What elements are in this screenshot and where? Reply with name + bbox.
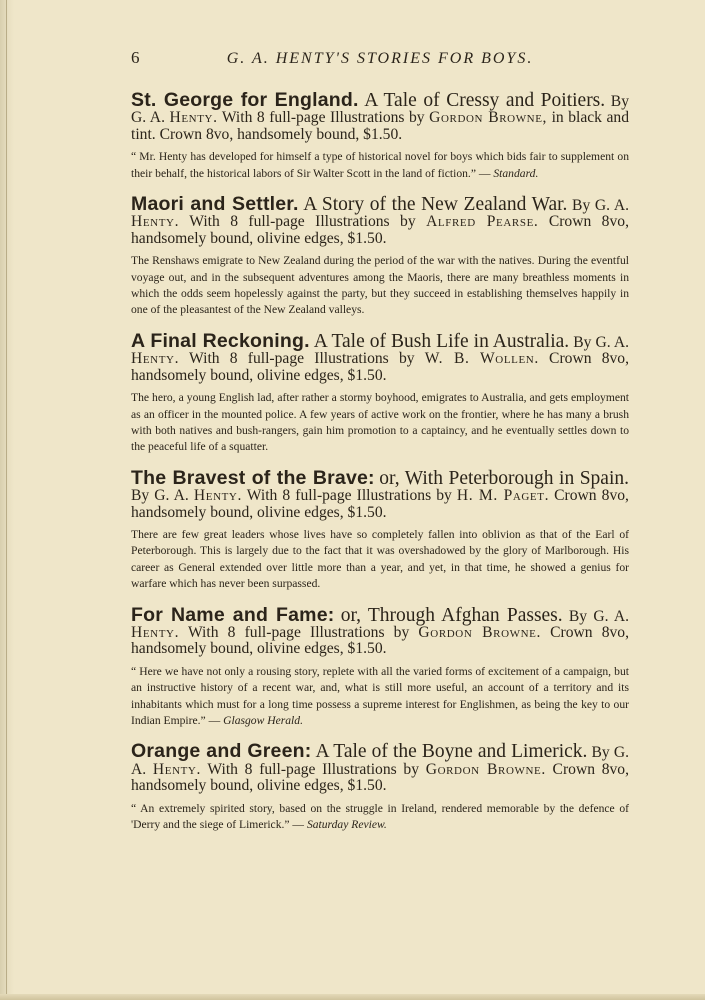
entry-heading — [131, 329, 629, 384]
illustrations-text: With 8 full-page Illustrations by — [207, 760, 419, 778]
illustrator-name: Gordon Browne. — [418, 623, 541, 641]
blurb-attribution: Saturday Review. — [306, 818, 387, 832]
illustrations-text: With 8 full-page Illustrations by — [187, 623, 410, 641]
by-text: By G. A. — [573, 333, 629, 351]
blurb-text: The hero, a young English lad, after rather a stormy boyhood, emigrates to Australia, and gets employment as an officer in the mounted police. A few years of active work on the frontier, where he has many a brush with both natives and bush-rangers, gain him promotion to a captaincy, and he eventually settles down to the peaceful life of a squatter. — [131, 391, 629, 454]
binding-rule — [6, 0, 7, 1000]
entry-blurb — [131, 664, 629, 730]
binding-details: Crown 8vo, handsomely bound, olivine edges, $1.50. — [131, 760, 629, 795]
book-subtitle: or, With Peterborough in Spain. — [379, 467, 629, 489]
binding-details: in black and tint. Crown 8vo, handsomely bound, $1.50. — [131, 109, 629, 143]
page-bottom-edge — [0, 994, 705, 1000]
entry-blurb — [131, 149, 629, 182]
book-title: For Name and Fame: — [131, 603, 335, 626]
illustrations-text: With 8 full-page Illustrations by — [189, 350, 415, 368]
entry-blurb — [131, 527, 629, 593]
blurb-attribution: Glasgow Herald. — [223, 714, 303, 727]
entry-blurb — [131, 801, 629, 834]
author-name: Henty. — [131, 623, 180, 641]
author-name: Henty. — [169, 109, 218, 127]
catalog-page — [131, 48, 629, 833]
author-name: Henty. — [193, 487, 242, 505]
book-entry — [131, 329, 629, 456]
book-title: Maori and Settler. — [131, 193, 299, 216]
book-entry — [131, 466, 629, 593]
illustrator-name: W. B. Wollen. — [424, 350, 539, 368]
blurb-text: There are few great leaders whose lives have so completely fallen into oblivion as that of the Earl of Peterborough. This is largely due to the fact that it was overshadowed by the glory of Marlborough. His career as General extended over little more than a year, and yet, in that time, he showed a genius for warfare which has never been surpassed. — [131, 527, 629, 591]
running-title: G. A. HENTY'S STORIES FOR BOYS. — [226, 50, 534, 67]
by-text: By G. A. — [131, 744, 629, 778]
book-entry — [131, 603, 630, 730]
book-entry — [131, 740, 629, 833]
book-subtitle: A Tale of Bush Life in Australia. — [313, 330, 570, 352]
book-entry — [131, 193, 629, 319]
illustrator-name: H. M. Paget. — [456, 487, 550, 505]
book-subtitle: A Tale of the Boyne and Limerick. — [315, 741, 588, 763]
entry-heading — [131, 193, 629, 247]
illustrator-name: Gordon Browne, — [429, 109, 548, 127]
by-text: By G. A. — [572, 197, 629, 215]
author-name: Henty. — [131, 213, 180, 231]
page-number: 6 — [131, 48, 140, 67]
blurb-text: The Renshaws emigrate to New Zealand during the period of the war with the natives. During the eventful voyage out, and in the subsequent adventures among the Maoris, there are many breathless moments in which the odds seem hopelessly against the party, but they succeed in establishing themselves happily in one of the pleasantest of the New Zealand valleys. — [131, 254, 629, 317]
book-entries — [131, 89, 630, 833]
entry-blurb — [131, 390, 629, 456]
blurb-attribution: Standard. — [493, 166, 539, 180]
illustrations-text: With 8 full-page Illustrations by — [189, 213, 416, 231]
illustrator-name: Gordon Browne. — [425, 760, 546, 778]
by-text: By G. A. — [131, 93, 629, 127]
book-title: St. George for England. — [131, 89, 359, 111]
binding-details: Crown 8vo, handsomely bound, olivine edges, $1.50. — [131, 350, 629, 384]
binding-details: Crown 8vo, handsomely bound, olivine edges, $1.50. — [131, 487, 629, 521]
entry-heading — [131, 740, 629, 795]
binding-details: Crown 8vo, handsomely bound, olivine edges, $1.50. — [131, 213, 629, 247]
author-name: Henty. — [131, 350, 180, 368]
blurb-text: “ Mr. Henty has developed for himself a type of historical novel for boys which bids fair to supplement on their behalf, the historical labors of Sir Walter Scott in the land of fiction.” — — [131, 150, 629, 180]
binding-details: Crown 8vo, handsomely bound, olivine edges, $1.50. — [131, 623, 630, 658]
blurb-text: “ Here we have not only a rousing story, replete with all the varied forms of excitement of a campaign, but an instructive history of a recent war, and, what is still more useful, an account of a territory and its inhabitants which must for a long time possess a supreme interest for Englishmen, as being the key to our Indian Empire.” — — [131, 664, 629, 727]
book-title: Orange and Green: — [131, 740, 312, 763]
author-name: Henty. — [152, 760, 201, 778]
blurb-text: “ An extremely spirited story, based on the struggle in Ireland, rendered memorable by the defence of 'Derry and the siege of Limerick.” — — [131, 801, 629, 832]
entry-heading — [131, 466, 629, 521]
book-title: A Final Reckoning. — [131, 329, 310, 352]
entry-heading — [131, 603, 630, 658]
running-head — [131, 48, 629, 76]
illustrator-name: Alfred Pearse. — [426, 213, 539, 231]
book-entry — [131, 89, 629, 182]
entry-heading — [131, 89, 629, 143]
book-subtitle: A Story of the New Zealand War. — [303, 194, 568, 216]
book-subtitle: or, Through Afghan Passes. — [340, 604, 563, 626]
by-text: By G. A. — [131, 487, 189, 505]
illustrations-text: With 8 full-page Illustrations by — [246, 487, 452, 505]
book-subtitle: A Tale of Cressy and Poitiers. — [364, 90, 606, 111]
book-title: The Bravest of the Brave: — [131, 466, 375, 489]
by-text: By G. A. — [568, 607, 629, 625]
entry-blurb — [131, 253, 629, 319]
illustrations-text: With 8 full-page Illustrations by — [221, 109, 425, 127]
page-binding-edge — [0, 0, 14, 1000]
